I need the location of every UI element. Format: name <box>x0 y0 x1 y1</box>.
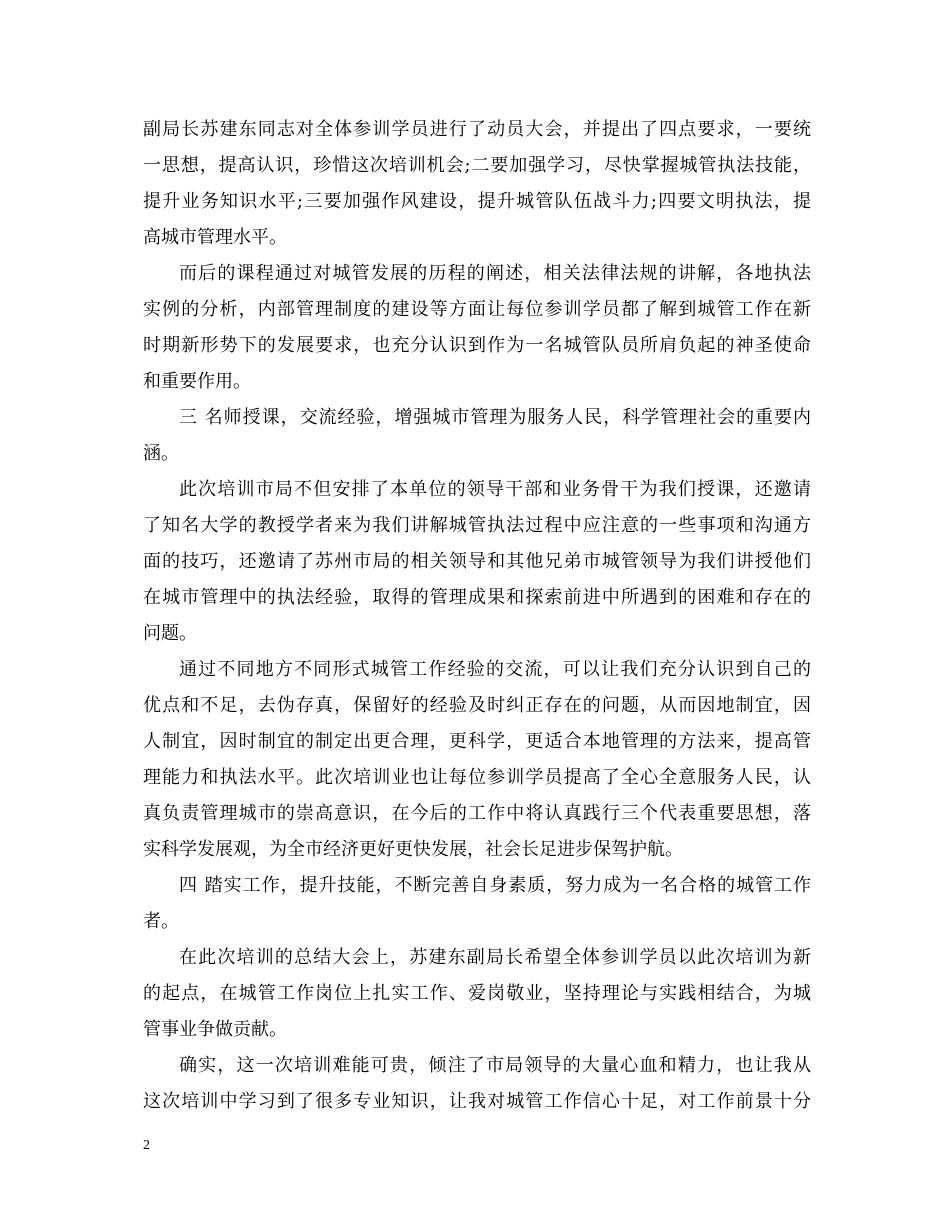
text-line: 此次培训市局不但安排了本单位的领导干部和业务骨干为我们授课，还邀请 <box>179 479 811 500</box>
text-line: 四 踏实工作，提升技能，不断完善自身素质，努力成为一名合格的城管工作 <box>179 875 811 896</box>
text-line: 面的技巧，还邀请了苏州市局的相关领导和其他兄弟市城管领导为我们讲授他们 <box>143 551 811 572</box>
text-line: 真负责管理城市的崇高意识，在今后的工作中将认真践行三个代表重要思想，落 <box>143 803 811 824</box>
text-line: 副局长苏建东同志对全体参训学员进行了动员大会，并提出了四点要求，一要统 <box>143 119 811 140</box>
paragraph <box>143 112 811 256</box>
text-line: 问题。 <box>143 623 197 644</box>
text-line: 在此次培训的总结大会上，苏建东副局长希望全体参训学员以此次培训为新 <box>179 947 811 968</box>
text-line: 者。 <box>143 911 179 932</box>
paragraph <box>143 400 811 472</box>
paragraph <box>143 868 811 940</box>
text-line: 实例的分析，内部管理制度的建设等方面让每位参训学员都了解到城管工作在新 <box>143 299 811 320</box>
text-line: 实科学发展观，为全市经济更好更快发展，社会长足进步保驾护航。 <box>143 839 683 860</box>
text-line: 三 名师授课，交流经验，增强城市管理为服务人民，科学管理社会的重要内 <box>179 407 811 428</box>
paragraph <box>143 940 811 1048</box>
text-line: 和重要作用。 <box>143 371 251 392</box>
text-line: 理能力和执法水平。此次培训业也让每位参训学员提高了全心全意服务人民，认 <box>143 767 811 788</box>
paragraph <box>143 256 811 400</box>
text-line: 提升业务知识水平;三要加强作风建设，提升城管队伍战斗力;四要文明执法，提 <box>143 191 811 212</box>
page-number: 2 <box>143 1138 150 1153</box>
text-line: 而后的课程通过对城管发展的历程的阐述，相关法律法规的讲解，各地执法 <box>179 263 811 284</box>
text-line: 高城市管理水平。 <box>143 227 287 248</box>
text-line: 这次培训中学习到了很多专业知识，让我对城管工作信心十足，对工作前景十分 <box>143 1091 811 1112</box>
text-line: 通过不同地方不同形式城管工作经验的交流，可以让我们充分认识到自己的 <box>179 659 811 680</box>
text-line: 了知名大学的教授学者来为我们讲解城管执法过程中应注意的一些事项和沟通方 <box>143 515 811 536</box>
text-line: 一思想，提高认识，珍惜这次培训机会;二要加强学习，尽快掌握城管执法技能， <box>143 155 811 176</box>
text-line: 的起点，在城管工作岗位上扎实工作、爱岗敬业，坚持理论与实践相结合，为城 <box>143 983 811 1004</box>
document-body <box>143 112 811 1120</box>
paragraph <box>143 1048 811 1120</box>
paragraph <box>143 652 811 868</box>
paragraph <box>143 472 811 652</box>
text-line: 涵。 <box>143 443 179 464</box>
text-line: 人制宜，因时制宜的制定出更合理，更科学，更适合本地管理的方法来，提高管 <box>143 731 811 752</box>
text-line: 管事业争做贡献。 <box>143 1019 287 1040</box>
text-line: 优点和不足，去伪存真，保留好的经验及时纠正存在的问题，从而因地制宜，因 <box>143 695 811 716</box>
text-line: 确实，这一次培训难能可贵，倾注了市局领导的大量心血和精力，也让我从 <box>179 1055 811 1076</box>
text-line: 时期新形势下的发展要求，也充分认识到作为一名城管队员所肩负起的神圣使命 <box>143 335 811 356</box>
text-line: 在城市管理中的执法经验，取得的管理成果和探索前进中所遇到的困难和存在的 <box>143 587 811 608</box>
